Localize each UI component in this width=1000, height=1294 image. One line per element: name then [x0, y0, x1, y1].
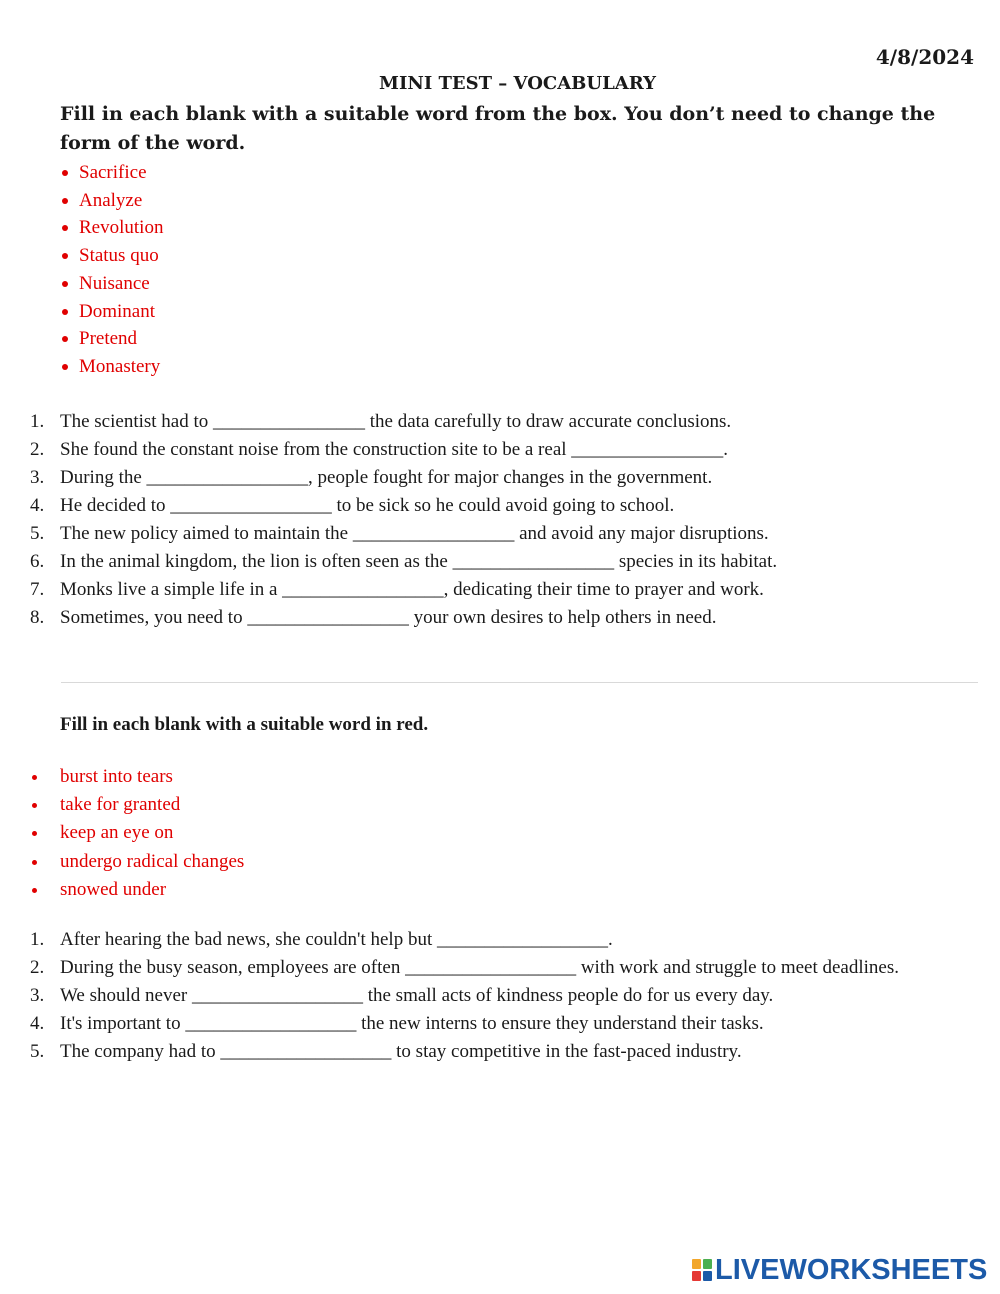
question-text: Monks live a simple life in a _________________, dedicating their time to prayer and work.: [60, 579, 764, 600]
question-item: [30, 408, 970, 436]
section2-instruction: Fill in each blank with a suitable word in red.: [60, 714, 429, 735]
question-number: 3.: [30, 467, 45, 488]
question-number: 4.: [30, 1013, 45, 1034]
liveworksheets-logo-text: LIVEWORKSHEETS: [715, 1253, 988, 1286]
question-text: After hearing the bad news, she couldn't help but __________________.: [60, 929, 613, 950]
logo-square: [703, 1259, 712, 1269]
phrase-item: burst into tears: [30, 763, 244, 791]
question-item: [30, 926, 970, 954]
section2-questions: [30, 926, 970, 1066]
question-item: [30, 604, 970, 632]
question-number: 3.: [30, 985, 45, 1006]
question-text: It's important to __________________ the new interns to ensure they understand their tasks.: [60, 1013, 764, 1034]
question-number: 7.: [30, 579, 45, 600]
question-item: [30, 492, 970, 520]
question-text: We should never __________________ the small acts of kindness people do for us every day.: [60, 985, 774, 1006]
word-box-item: Revolution: [60, 214, 163, 242]
phrase-item: snowed under: [30, 876, 244, 904]
worksheet-title: MINI TEST – VOCABULARY: [379, 73, 656, 94]
logo-square: [692, 1271, 701, 1281]
word-box-item: Sacrifice: [60, 159, 163, 187]
question-number: 1.: [30, 411, 45, 432]
word-box-item: Pretend: [60, 325, 163, 353]
question-item: [30, 520, 970, 548]
word-box-item: Status quo: [60, 242, 163, 270]
question-text: She found the constant noise from the construction site to be a real ________________.: [60, 439, 729, 460]
question-number: 8.: [30, 607, 45, 628]
section1-word-box: [60, 159, 163, 381]
section2-word-list: [30, 763, 244, 904]
phrase-item: undergo radical changes: [30, 848, 244, 876]
liveworksheets-logo-icon: [692, 1259, 712, 1281]
word-box-item: Dominant: [60, 298, 163, 326]
question-text: The company had to __________________ to stay competitive in the fast-paced industry.: [60, 1041, 742, 1062]
question-number: 6.: [30, 551, 45, 572]
question-item: [30, 464, 970, 492]
phrase-item: keep an eye on: [30, 819, 244, 847]
section1-instruction: Fill in each blank with a suitable word from the box. You don’t need to change the form of the word.: [60, 103, 936, 154]
question-item: [30, 954, 970, 982]
question-text: During the _________________, people fought for major changes in the government.: [60, 467, 713, 488]
question-number: 5.: [30, 523, 45, 544]
question-number: 2.: [30, 439, 45, 460]
question-text: The new policy aimed to maintain the _________________ and avoid any major disruptions.: [60, 523, 769, 544]
phrase-item: take for granted: [30, 791, 244, 819]
question-item: [30, 1010, 970, 1038]
question-text: In the animal kingdom, the lion is often seen as the _________________ species in its habitat.: [60, 551, 778, 572]
logo-square: [692, 1259, 701, 1269]
question-number: 4.: [30, 495, 45, 516]
question-text: Sometimes, you need to _________________ your own desires to help others in need.: [60, 607, 717, 628]
word-box-item: Monastery: [60, 353, 163, 381]
liveworksheets-logo[interactable]: [692, 1254, 987, 1286]
section-divider: [61, 682, 978, 683]
worksheet-date: 4/8/2024: [875, 45, 974, 69]
question-number: 2.: [30, 957, 45, 978]
word-box-item: Analyze: [60, 187, 163, 215]
question-item: [30, 1038, 970, 1066]
question-text: During the busy season, employees are often __________________ with work and struggle to meet deadlines.: [60, 957, 899, 978]
question-number: 5.: [30, 1041, 45, 1062]
question-item: [30, 576, 970, 604]
question-number: 1.: [30, 929, 45, 950]
word-box-item: Nuisance: [60, 270, 163, 298]
question-text: The scientist had to ________________ the data carefully to draw accurate conclusions.: [60, 411, 732, 432]
question-text: He decided to _________________ to be sick so he could avoid going to school.: [60, 495, 675, 516]
logo-square: [703, 1271, 712, 1281]
question-item: [30, 982, 970, 1010]
question-item: [30, 436, 970, 464]
question-item: [30, 548, 970, 576]
section1-questions: [30, 408, 970, 632]
